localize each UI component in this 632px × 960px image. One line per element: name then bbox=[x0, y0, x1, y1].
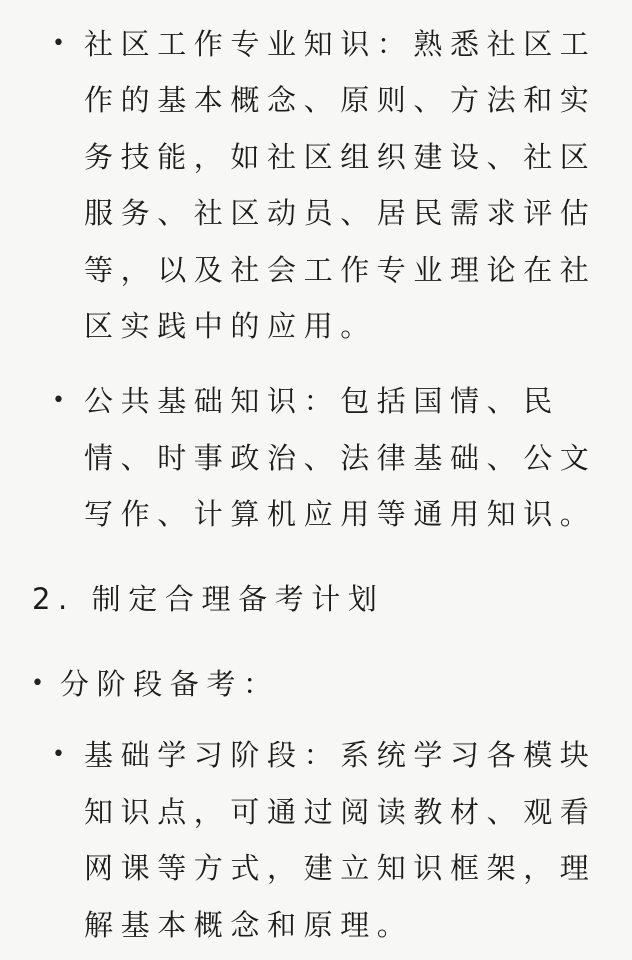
list-item-line: 知识点，可通过阅读教材、观看 bbox=[84, 795, 597, 829]
list-item-line: 写作、计算机应用等通用知识。 bbox=[84, 497, 597, 531]
list-item-line: 分阶段备考： bbox=[60, 667, 280, 701]
bullet-dot: • bbox=[52, 31, 65, 56]
bullet-dot: • bbox=[31, 671, 44, 696]
list-item-line: 基础学习阶段：系统学习各模块 bbox=[84, 738, 597, 772]
list-item-line: 服务、社区动员、居民需求评估 bbox=[84, 196, 597, 230]
bullet-dot: • bbox=[52, 388, 65, 413]
list-item-line: 解基本概念和原理。 bbox=[84, 908, 414, 942]
bullet-dot: • bbox=[52, 742, 65, 767]
list-item-line: 社区工作专业知识：熟悉社区工 bbox=[84, 27, 597, 61]
list-item-line: 务技能，如社区组织建设、社区 bbox=[84, 140, 597, 174]
list-item-line: 情、时事政治、法律基础、公文 bbox=[84, 441, 597, 475]
list-item-line: 等，以及社会工作专业理论在社 bbox=[84, 253, 597, 287]
list-item-line: 区实践中的应用。 bbox=[84, 309, 377, 343]
list-item-line: 公共基础知识：包括国情、民 bbox=[84, 384, 560, 418]
section-heading: 2. 制定合理备考计划 bbox=[32, 582, 385, 616]
list-item-line: 作的基本概念、原则、方法和实 bbox=[84, 83, 597, 117]
list-item-line: 网课等方式，建立知识框架，理 bbox=[84, 851, 597, 885]
